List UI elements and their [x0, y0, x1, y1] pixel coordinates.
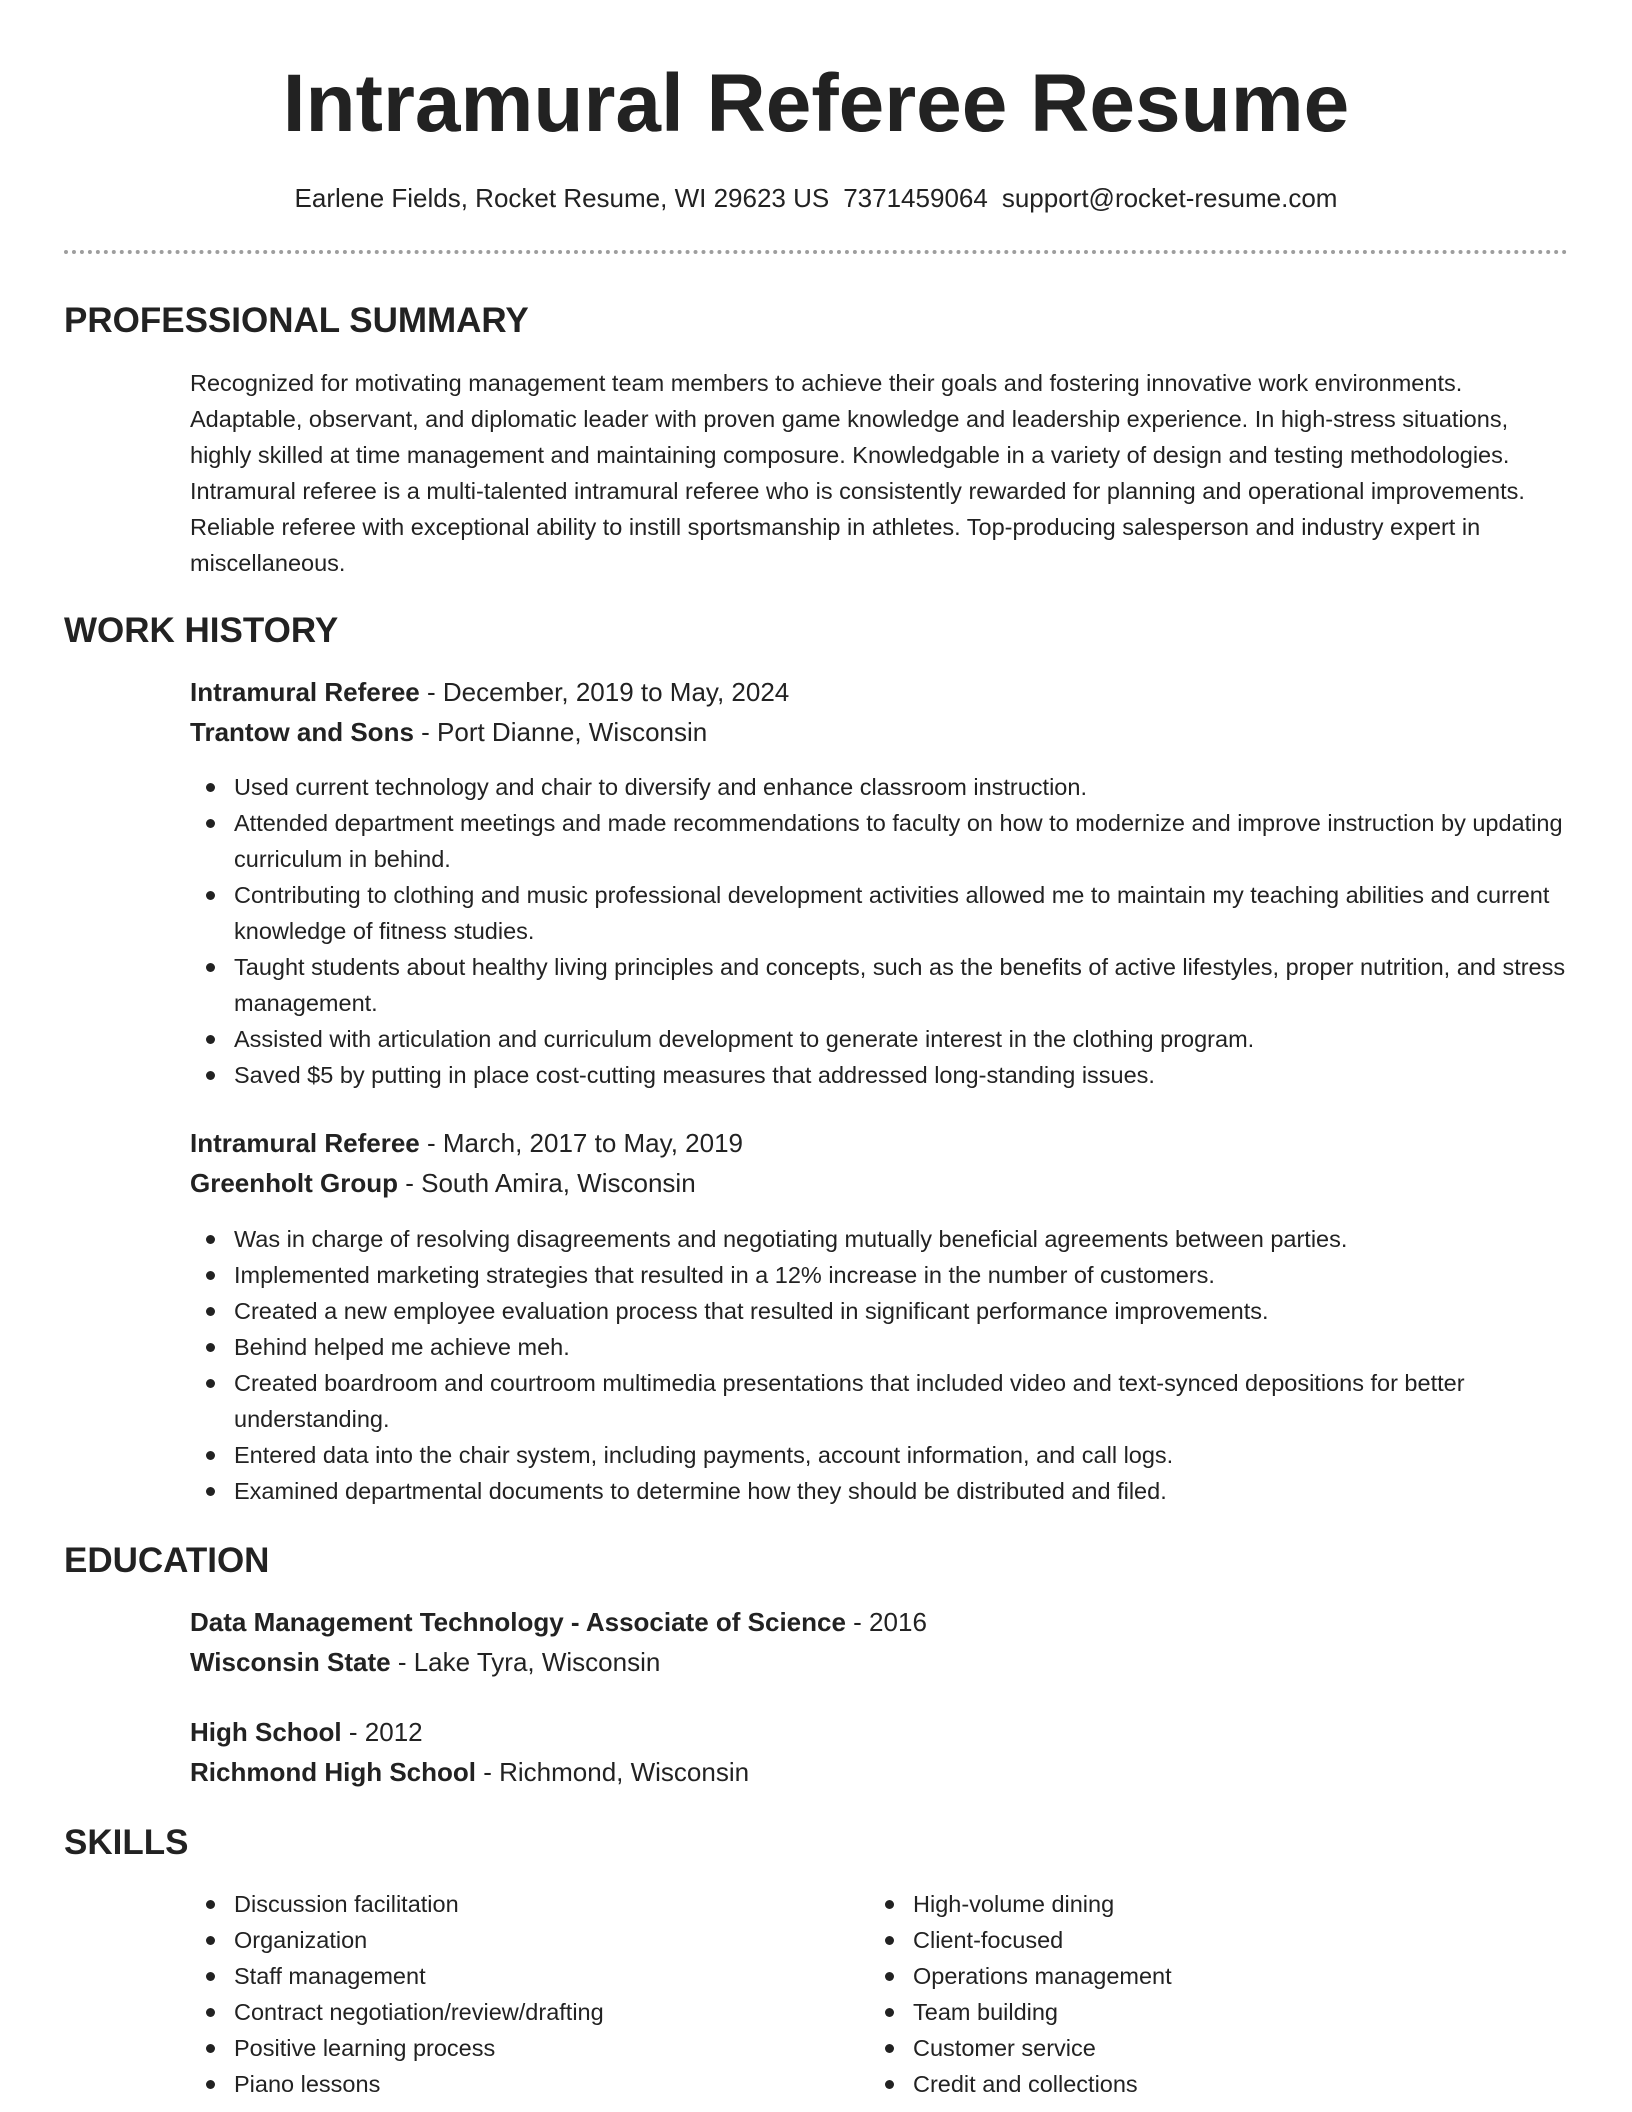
list-item: Used current technology and chair to diversify and enhance classroom instruction.: [190, 769, 1570, 805]
skill-item: Client-focused: [869, 1922, 1549, 1958]
education-2-year: - 2012: [341, 1717, 423, 1747]
job-2-title: Intramural Referee: [190, 1128, 420, 1158]
education-1-degree: Data Management Technology - Associate of Science: [190, 1607, 846, 1637]
education-1-school: Wisconsin State: [190, 1647, 391, 1677]
job-1-dates: - December, 2019 to May, 2024: [419, 677, 790, 707]
job-2-bullets: [190, 1221, 1570, 1509]
education-2-degree: High School: [190, 1717, 342, 1747]
skill-item: Staff management: [190, 1958, 850, 1994]
skill-item: Discussion facilitation: [190, 1886, 850, 1922]
list-item: Entered data into the chair system, including payments, account information, and call logs.: [190, 1437, 1570, 1473]
skills-right-column: [869, 1886, 1549, 2102]
skill-item: Operations management: [869, 1958, 1549, 1994]
header-divider: [64, 250, 1568, 254]
summary-heading: PROFESSIONAL SUMMARY: [64, 301, 529, 340]
education-1-degree-line: [190, 1606, 927, 1638]
contact-address: Earlene Fields, Rocket Resume, WI 29623 US: [294, 183, 830, 213]
job-1-title: Intramural Referee: [190, 677, 420, 707]
list-item: Saved $5 by putting in place cost-cutting measures that addressed long-standing issues.: [190, 1057, 1570, 1093]
job-1-bullets: [190, 769, 1570, 1093]
list-item: Implemented marketing strategies that resulted in a 12% increase in the number of customers.: [190, 1257, 1570, 1293]
education-heading: EDUCATION: [64, 1541, 270, 1580]
contact-phone: 7371459064: [843, 183, 988, 213]
job-2-company-line: [190, 1167, 696, 1199]
skill-item: Piano lessons: [190, 2066, 850, 2102]
list-item: Contributing to clothing and music professional development activities allowed me to maintain my teaching abilities and current knowledge of fitness studies.: [190, 877, 1570, 949]
summary-text: Recognized for motivating management team members to achieve their goals and fostering innovative work environments. Adaptable, observant, and diplomatic leader with proven game knowledge and leadership experience. In high-stress situations, highly skilled at time management and maintaining composure. Knowledgable in a variety of design and testing methodologies. Intramural referee is a multi-talented intramural referee who is consistently rewarded for planning and operational improvements. Reliable referee with exceptional ability to instill sportsmanship in athletes. Top-producing salesperson and industry expert in miscellaneous.: [190, 370, 1525, 576]
list-item: Attended department meetings and made recommendations to faculty on how to modernize and improve instruction by updating curriculum in behind.: [190, 805, 1570, 877]
skill-item: Team building: [869, 1994, 1549, 2030]
job-1-company-line: [190, 716, 707, 748]
skills-left-column: [190, 1886, 850, 2102]
education-2-location: - Richmond, Wisconsin: [476, 1757, 750, 1787]
work-history-heading: WORK HISTORY: [64, 611, 339, 650]
skill-item: Organization: [190, 1922, 850, 1958]
list-item: Taught students about healthy living principles and concepts, such as the benefits of active lifestyles, proper nutrition, and stress management.: [190, 949, 1570, 1021]
contact-line: [0, 182, 1632, 214]
list-item: Created a new employee evaluation process that resulted in significant performance improvements.: [190, 1293, 1570, 1329]
skill-item: Customer service: [869, 2030, 1549, 2066]
skill-item: Positive learning process: [190, 2030, 850, 2066]
list-item: Was in charge of resolving disagreements and negotiating mutually beneficial agreements between parties.: [190, 1221, 1570, 1257]
job-1-company: Trantow and Sons: [190, 717, 414, 747]
job-1-title-line: [190, 676, 789, 708]
education-1-location: - Lake Tyra, Wisconsin: [390, 1647, 661, 1677]
job-2-title-line: [190, 1127, 743, 1159]
job-2-dates: - March, 2017 to May, 2019: [419, 1128, 744, 1158]
list-item: Assisted with articulation and curriculum development to generate interest in the clothing program.: [190, 1021, 1570, 1057]
contact-email: support@rocket-resume.com: [1001, 183, 1338, 213]
education-1-school-line: [190, 1646, 660, 1678]
skill-item: High-volume dining: [869, 1886, 1549, 1922]
job-2-location: - South Amira, Wisconsin: [398, 1168, 696, 1198]
skill-item: Contract negotiation/review/drafting: [190, 1994, 850, 2030]
list-item: Behind helped me achieve meh.: [190, 1329, 1570, 1365]
list-item: Examined departmental documents to determine how they should be distributed and filed.: [190, 1473, 1570, 1509]
education-2-school-line: [190, 1756, 749, 1788]
education-2-degree-line: [190, 1716, 423, 1748]
resume-title: Intramural Referee Resume: [282, 58, 1350, 149]
education-2-school: Richmond High School: [190, 1757, 476, 1787]
list-item: Created boardroom and courtroom multimedia presentations that included video and text-synced depositions for better understanding.: [190, 1365, 1570, 1437]
job-2-company: Greenholt Group: [190, 1168, 398, 1198]
skill-item: Credit and collections: [869, 2066, 1549, 2102]
job-1-location: - Port Dianne, Wisconsin: [413, 717, 708, 747]
skills-heading: SKILLS: [64, 1823, 189, 1862]
education-1-year: - 2016: [845, 1607, 927, 1637]
